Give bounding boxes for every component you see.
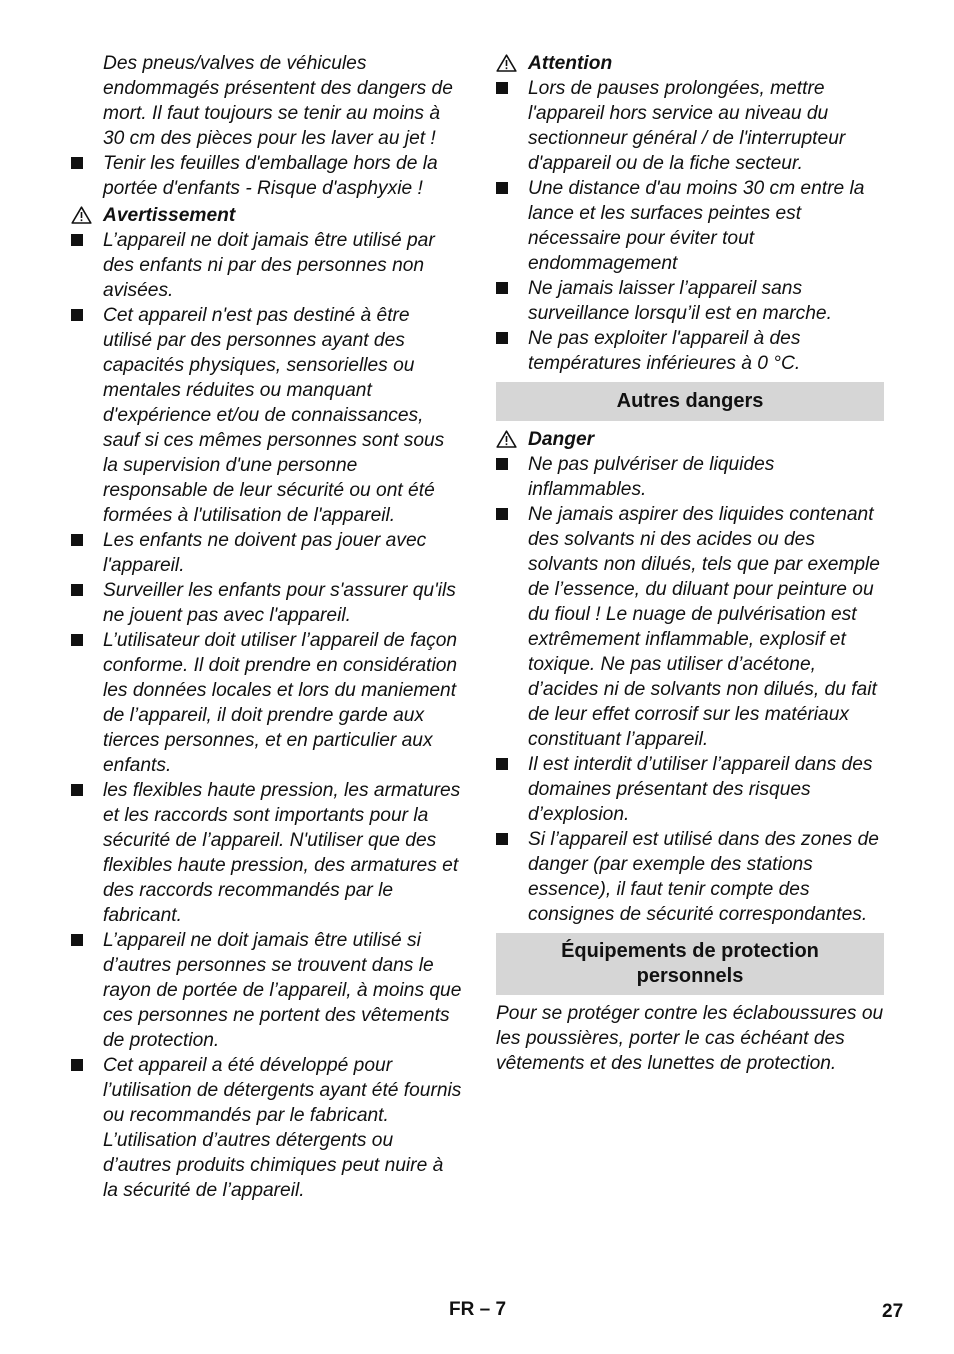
bullet-item: Il est interdit d’utiliser l’appareil dans des domaines présentant des risques d’explosion. (496, 752, 884, 827)
bullet-item: Ne pas pulvériser de liquides inflammables. (496, 452, 884, 502)
attention-heading (496, 51, 884, 76)
page-number: 27 (882, 1301, 904, 1322)
bullet-item: Les enfants ne doivent pas jouer avec l'appareil. (71, 528, 463, 578)
bullet-item: L’utilisateur doit utiliser l’appareil de façon conforme. Il doit prendre en considération les données locales et lors du maniement de l’appareil, il doit prendre garde aux tierces personnes, et en particulier aux enfants. (71, 628, 463, 778)
danger-label: Danger (528, 429, 595, 450)
bullet-item: Ne jamais laisser l’appareil sans surveillance lorsqu’il est en marche. (496, 276, 884, 326)
bullet-item: les flexibles haute pression, les armatures et les raccords sont importants pour la sécurité de l’appareil. N'utiliser que des flexibles haute pression, des armatures et des raccords recommandés par le fabricant. (71, 778, 463, 928)
page-footer-code: FR – 7 (449, 1299, 507, 1320)
bullet-item: L’appareil ne doit jamais être utilisé si d’autres personnes se trouvent dans le rayon de portée de l’appareil, à moins que ces personnes ne portent des vêtements de protection. (71, 928, 463, 1053)
bullet-item: Si l’appareil est utilisé dans des zones de danger (par exemple des stations essence), il faut tenir compte des consignes de sécurité correspondantes. (496, 827, 884, 927)
warning-triangle-icon (71, 206, 92, 224)
danger-heading (496, 427, 884, 452)
warning-label: Avertissement (103, 205, 236, 226)
bullet-item: Ne pas exploiter l'appareil à des températures inférieures à 0 °C. (496, 326, 884, 376)
section-heading-equipements-protection: Équipements de protection personnels (496, 933, 884, 995)
bullet-item: Surveiller les enfants pour s'assurer qu'ils ne jouent pas avec l'appareil. (71, 578, 463, 628)
bullet-item: Ne jamais aspirer des liquides contenant des solvants ni des acides ou des solvants non dilués, tels que par exemple de l’essence, du diluant pour peinture ou du fioul ! Le nuage de pulvérisation est extrêmement inflammable, explosif et toxique. Ne pas utiliser d’acétone, d’acides ni de solvants non dilués, du fait de leur effet corrosif sur les matériaux constituant l’appareil. (496, 502, 884, 752)
bullet-item: Cet appareil n'est pas destiné à être utilisé par des personnes ayant des capacités physiques, sensorielles ou mentales réduites ou manquant d'expérience et/ou de connaissances, sauf si ces mêmes personnes sont sous la supervision d'une personne responsable de leur sécurité ou ont été formées à l'utilisation de l'appareil. (71, 303, 463, 528)
bullet-item: Tenir les feuilles d'emballage hors de la portée d'enfants - Risque d'asphyxie ! (71, 151, 463, 201)
attention-label: Attention (528, 53, 613, 74)
intro-continuation: Des pneus/valves de véhicules endommagés présentent des dangers de mort. Il faut toujours se tenir au moins à 30 cm des pièces pour les laver au jet ! (103, 53, 453, 149)
bullet-item: Une distance d'au moins 30 cm entre la lance et les surfaces peintes est nécessaire pour éviter tout endommagement (496, 176, 884, 276)
left-column (71, 51, 463, 1203)
bullet-item: Lors de pauses prolongées, mettre l'appareil hors service au niveau du sectionneur général / de l'interrupteur d'appareil ou de la fiche secteur. (496, 76, 884, 176)
section-heading-autres-dangers: Autres dangers (496, 382, 884, 421)
bullet-item: L’appareil ne doit jamais être utilisé par des enfants ni par des personnes non avisées. (71, 228, 463, 303)
right-column (496, 51, 884, 1076)
warning-heading (71, 203, 463, 228)
warning-triangle-icon (496, 430, 517, 448)
warning-triangle-icon (496, 54, 517, 72)
protection-paragraph: Pour se protéger contre les éclaboussures ou les poussières, porter le cas échéant des vêtements et des lunettes de protection. (496, 1003, 884, 1074)
bullet-item: Cet appareil a été développé pour l’utilisation de détergents ayant été fournis ou recommandés par le fabricant. L’utilisation d’autres détergents ou d’autres produits chimiques peut nuire à la sécurité de l’appareil. (71, 1053, 463, 1203)
